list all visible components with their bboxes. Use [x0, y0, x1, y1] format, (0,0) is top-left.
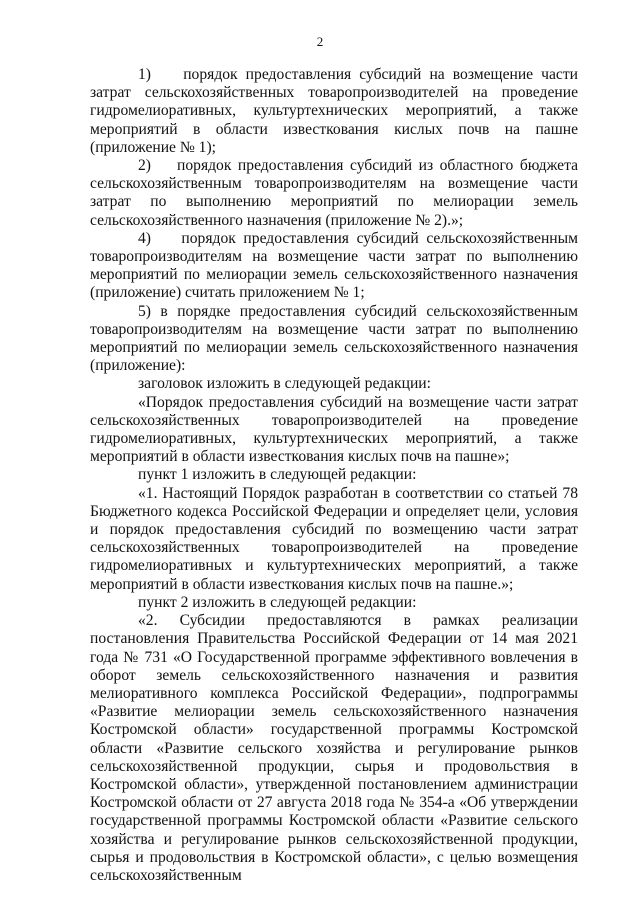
paragraph-item-2: 2) порядок предоставления субсидий из областного бюджета сельскохозяйственным товаропроизводителям на возмещение части затрат по выполнению мероприятий по мелиорации земель сельскохозяйственного назначения (приложение № 2).»; [90, 157, 578, 229]
paragraph-point-1-instruction: пункт 1 изложить в следующей редакции: [138, 466, 417, 484]
paragraph-point-2-text: «2. Субсидии предоставляются в рамках реализации постановления Правительства Российской Федерации от 14 мая 2021 года № 731 «О Государственной программе эффективного вовлечения в оборот земель сельскохозяйственного назначения и развития мелиоративного комплекса Российской Федерации», подпрограммы «Развитие мелиорации земель сельскохозяйственного назначения Костромской области» государственной программы Костромской области «Развитие сельского хозяйства и регулирование рынков сельскохозяйственной продукции, сырья и продовольствия в Костромской области», утвержденной постановлением администрации Костромской области от 27 августа 2018 года № 354-а «Об утверждении государственной программы Костромской области «Развитие сельского хозяйства и регулирование рынков сельскохозяйственной продукции, сырья и продовольствия в Костромской области», с целью возмещения сельскохозяйственным [90, 612, 578, 884]
paragraph-title-instruction: заголовок изложить в следующей редакции: [138, 375, 431, 393]
body-text [90, 66, 578, 885]
page-number: 2 [316, 34, 324, 49]
paragraph-point-2-instruction: пункт 2 изложить в следующей редакции: [138, 593, 417, 611]
paragraph-item-1: 1) порядок предоставления субсидий на возмещение части затрат сельскохозяйственных товаропроизводителей на проведение гидромелиоративных, культуртехнических мероприятий, а также мероприятий в области известкования кислых почв на пашне (приложение № 1); [90, 66, 578, 156]
paragraph-item-4: 4) порядок предоставления субсидий сельскохозяйственным товаропроизводителям на возмещение части затрат по выполнению мероприятий по мелиорации земель сельскохозяйственного назначения (приложение) считать приложением № 1; [90, 229, 578, 302]
paragraph-point-1-text: «1. Настоящий Порядок разработан в соответствии со статьей 78 Бюджетного кодекса Российской Федерации и определяет цели, условия и порядок предоставления субсидий по возмещению части затрат сельскохозяйственных товаропроизводителей на проведение гидромелиоративных и культуртехнических мероприятий, а также мероприятий в области известкования кислых почв на пашне.»; [90, 484, 578, 593]
paragraph-new-title: «Порядок предоставления субсидий на возмещение части затрат сельскохозяйственных товаропроизводителей на проведение гидромелиоративных, культуртехнических мероприятий, а также мероприятий в области известкования кислых почв на пашне»; [90, 393, 578, 466]
paragraph-item-5: 5) в порядке предоставления субсидий сельскохозяйственным товаропроизводителям на возмещение части затрат по выполнению мероприятий по мелиорации земель сельскохозяйственного назначения (приложение): [90, 302, 578, 375]
